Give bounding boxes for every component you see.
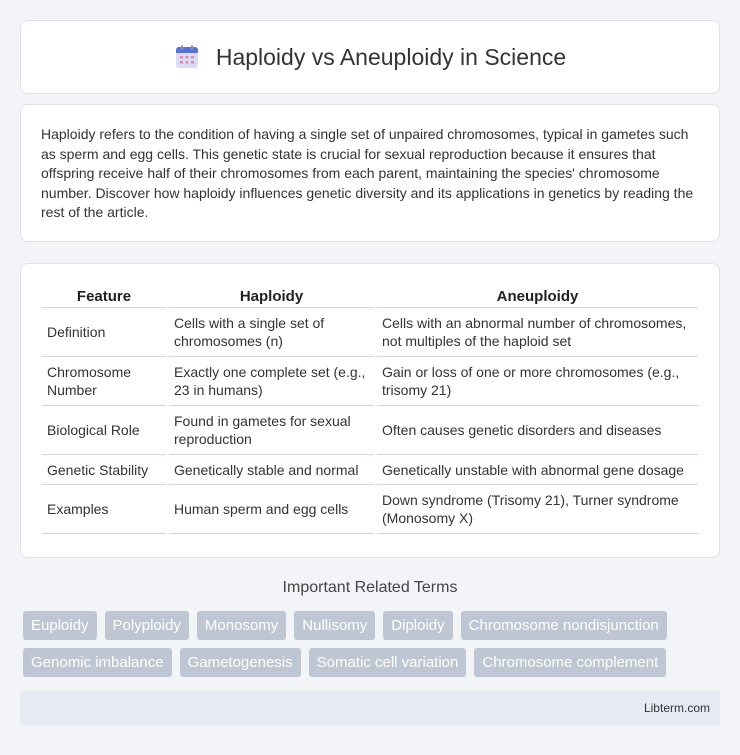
row-feature: Chromosome Number [42,357,166,406]
row-aneuploidy: Down syndrome (Trisomy 21), Turner syndrome (Monosomy X) [377,485,698,534]
page-title: Haploidy vs Aneuploidy in Science [215,43,567,70]
tag-diploidy[interactable]: Diploidy [383,611,452,640]
intro-paragraph: Haploidy refers to the condition of having a single set of unpaired chromosomes, typical in gametes such as sperm and egg cells. This genetic state is crucial for sexual reproduction because it ensures that offspring receive half of their chromosomes from each parent, maintaining the species' chromosome number. Discover how haploidy influences genetic diversity and its applications in genetics by reading the rest of the article. [41,126,694,220]
tag-euploidy[interactable]: Euploidy [23,611,97,640]
row-haploidy: Exactly one complete set (e.g., 23 in humans) [169,357,374,406]
table-header-row [42,284,698,308]
header-card [20,20,720,94]
header-haploidy: Haploidy [169,284,374,308]
row-haploidy: Human sperm and egg cells [169,485,374,534]
related-terms-title: Important Related Terms [282,579,458,596]
table-row [42,308,698,357]
tag-genomic-imbalance[interactable]: Genomic imbalance [23,648,172,677]
row-feature: Genetic Stability [42,455,166,485]
footer [20,691,720,725]
tag-polyploidy[interactable]: Polyploidy [105,611,189,640]
row-haploidy: Cells with a single set of chromosomes (n) [169,308,374,357]
tag-somatic-cell-variation[interactable]: Somatic cell variation [309,648,467,677]
row-haploidy: Found in gametes for sexual reproduction [169,406,374,455]
tag-chromosome-complement[interactable]: Chromosome complement [474,648,666,677]
row-aneuploidy: Often causes genetic disorders and diseases [377,406,698,455]
footer-brand-link[interactable]: Libterm.com [643,701,710,715]
calendar-icon [174,44,200,70]
tag-chromosome-nondisjunction[interactable]: Chromosome nondisjunction [461,611,667,640]
title-wrap [174,44,566,71]
table-row [42,406,698,455]
tag-monosomy[interactable]: Monosomy [197,611,286,640]
row-feature: Biological Role [42,406,166,455]
related-terms-tags [23,611,723,677]
table-row [42,485,698,534]
tag-gametogenesis[interactable]: Gametogenesis [180,648,301,677]
comparison-table [39,284,701,534]
row-aneuploidy: Cells with an abnormal number of chromosomes, not multiples of the haploid set [377,308,698,357]
comparison-table-card [20,263,720,558]
table-row [42,455,698,485]
header-aneuploidy: Aneuploidy [377,284,698,308]
table-row [42,357,698,406]
intro-card [20,104,720,242]
tag-nullisomy[interactable]: Nullisomy [294,611,375,640]
row-aneuploidy: Gain or loss of one or more chromosomes (e.g., trisomy 21) [377,357,698,406]
row-feature: Definition [42,308,166,357]
row-aneuploidy: Genetically unstable with abnormal gene dosage [377,455,698,485]
header-feature: Feature [42,284,166,308]
row-feature: Examples [42,485,166,534]
row-haploidy: Genetically stable and normal [169,455,374,485]
